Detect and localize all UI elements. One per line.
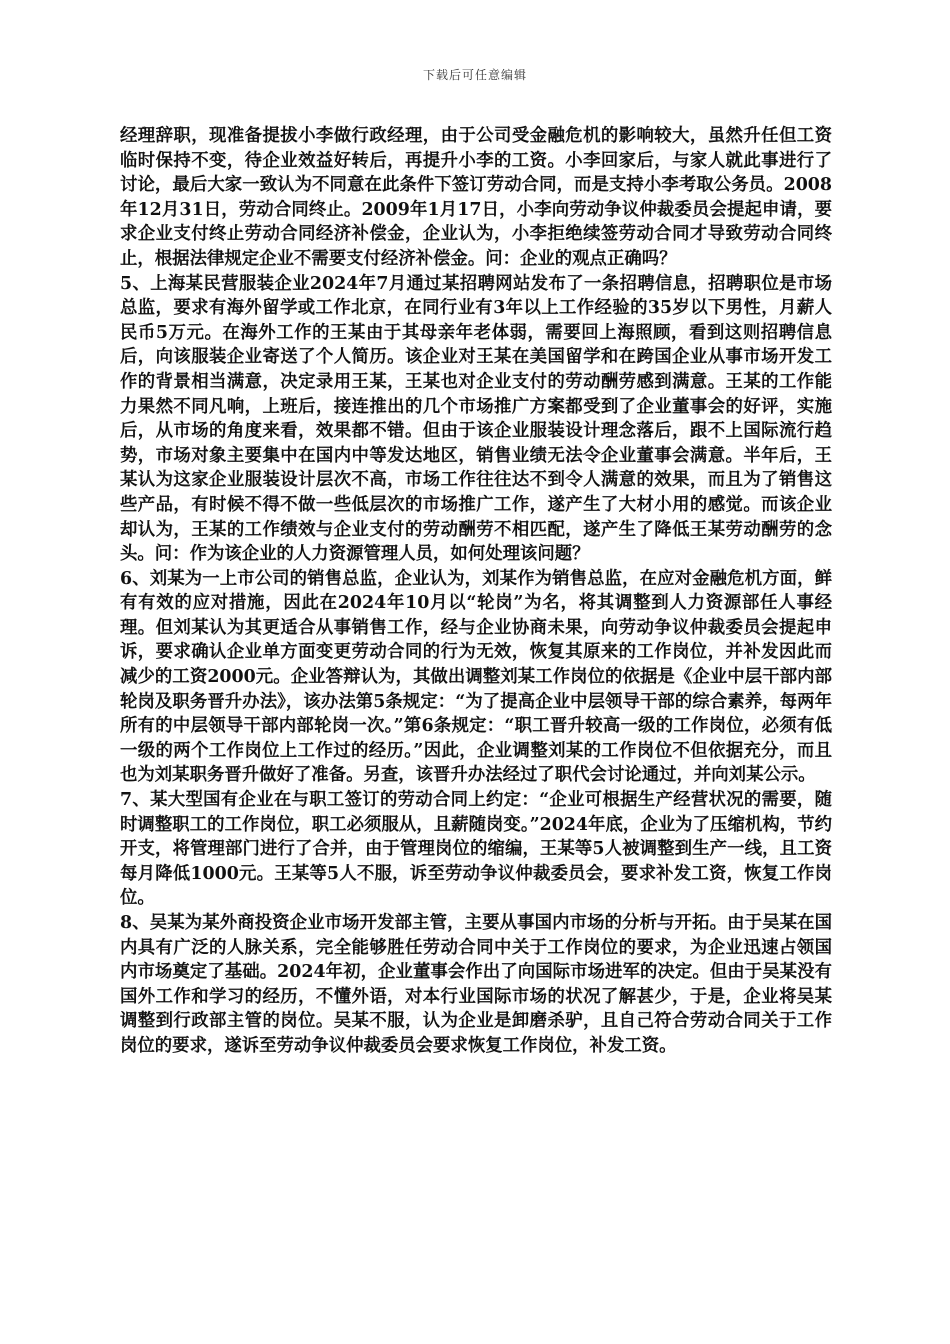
document-body [120, 124, 832, 1059]
page-header: 下载后可任意编辑 [422, 68, 527, 82]
paragraph-case-6: 6、刘某为一上市公司的销售总监，企业认为，刘某作为销售总监，在应对金融危机方面，鲜有有效的应对措施，因此在2024年10月以“轮岗”为名，将其调整到人力资源部任人事经理。但刘某认为其更适合从事销售工作，经与企业协商未果，向劳动争议仲裁委员会提起申诉，要求确认企业单方面变更劳动合同的行为无效，恢复其原来的工作岗位，并补发因此而减少的工资2000元。企业答辩认为，其做出调整刘某工作岗位的依据是《企业中层干部内部轮岗及职务晋升办法》，该办法第5条规定：“为了提高企业中层领导干部的综合素养，每两年所有的中层领导干部内部轮岗一次。”第6条规定：“职工晋升较高一级的工作岗位，必须有低一级的两个工作岗位上工作过的经历。”因此，企业调整刘某的工作岗位不但依据充分，而且也为刘某职务晋升做好了准备。另查，该晋升办法经过了职代会讨论通过，并向刘某公示。 [120, 568, 832, 786]
paragraph-case-7: 7、某大型国有企业在与职工签订的劳动合同上约定：“企业可根据生产经营状况的需要，随时调整职工的工作岗位，职工必须服从，且薪随岗变。”2024年底，企业为了压缩机构，节约开支，将管理部门进行了合并，由于管理岗位的缩编，王某等5人被调整到生产一线，且工资每月降低1000元。王某等5人不服，诉至劳动争议仲裁委员会，要求补发工资，恢复工作岗位。 [120, 790, 832, 909]
paragraph-case-8: 8、吴某为某外商投资企业市场开发部主管，主要从事国内市场的分析与开拓。由于吴某在国内具有广泛的人脉关系，完全能够胜任劳动合同中关于工作岗位的要求，为企业迅速占领国内市场奠定了基础。2024年初，企业董事会作出了向国际市场进军的决定。但由于吴某没有国外工作和学习的经历，不懂外语，对本行业国际市场的状况了解甚少，于是，企业将吴某调整到行政部主管的岗位。吴某不服，认为企业是卸磨杀驴，且自己符合劳动合同关于工作岗位的要求，遂诉至劳动争议仲裁委员会要求恢复工作岗位，补发工资。 [120, 913, 832, 1056]
paragraph-case-4-continued: 经理辞职，现准备提拔小李做行政经理，由于公司受金融危机的影响较大，虽然升任但工资临时保持不变，待企业效益好转后，再提升小李的工资。小李回家后，与家人就此事进行了讨论，最后大家一致认为不同意在此条件下签订劳动合同，而是支持小李考取公务员。2008年12月31日，劳动合同终止。2009年1月17日，小李向劳动争议仲裁委员会提起申请，要求企业支付终止劳动合同经济补偿金，企业认为，小李拒绝续签劳动合同才导致劳动合同终止，根据法律规定企业不需要支付经济补偿金。问：企业的观点正确吗？ [120, 126, 832, 269]
paragraph-case-5: 5、上海某民营服装企业2024年7月通过某招聘网站发布了一条招聘信息，招聘职位是市场总监，要求有海外留学或工作北京，在同行业有3年以上工作经验的35岁以下男性，月薪人民币5万元。在海外工作的王某由于其母亲年老体弱，需要回上海照顾，看到这则招聘信息后，向该服装企业寄送了个人简历。该企业对王某在美国留学和在跨国企业从事市场开发工作的背景相当满意，决定录用王某，王某也对企业支付的劳动酬劳感到满意。王某的工作能力果然不同凡响，上班后，接连推出的几个市场推广方案都受到了企业董事会的好评，实施后，从市场的角度来看，效果都不错。但由于该企业服装设计理念落后，跟不上国际流行趋势，市场对象主要集中在国内中等发达地区，销售业绩无法令企业董事会满意。半年后，王某认为这家企业服装设计层次不高，市场工作往往达不到令人满意的效果，而且为了销售这些产品，有时候不得不做一些低层次的市场推广工作，遂产生了大材小用的感觉。而该企业却认为，王某的工作绩效与企业支付的劳动酬劳不相匹配，遂产生了降低王某劳动酬劳的念头。问：作为该企业的人力资源管理人员，如何处理该问题？ [120, 273, 832, 565]
